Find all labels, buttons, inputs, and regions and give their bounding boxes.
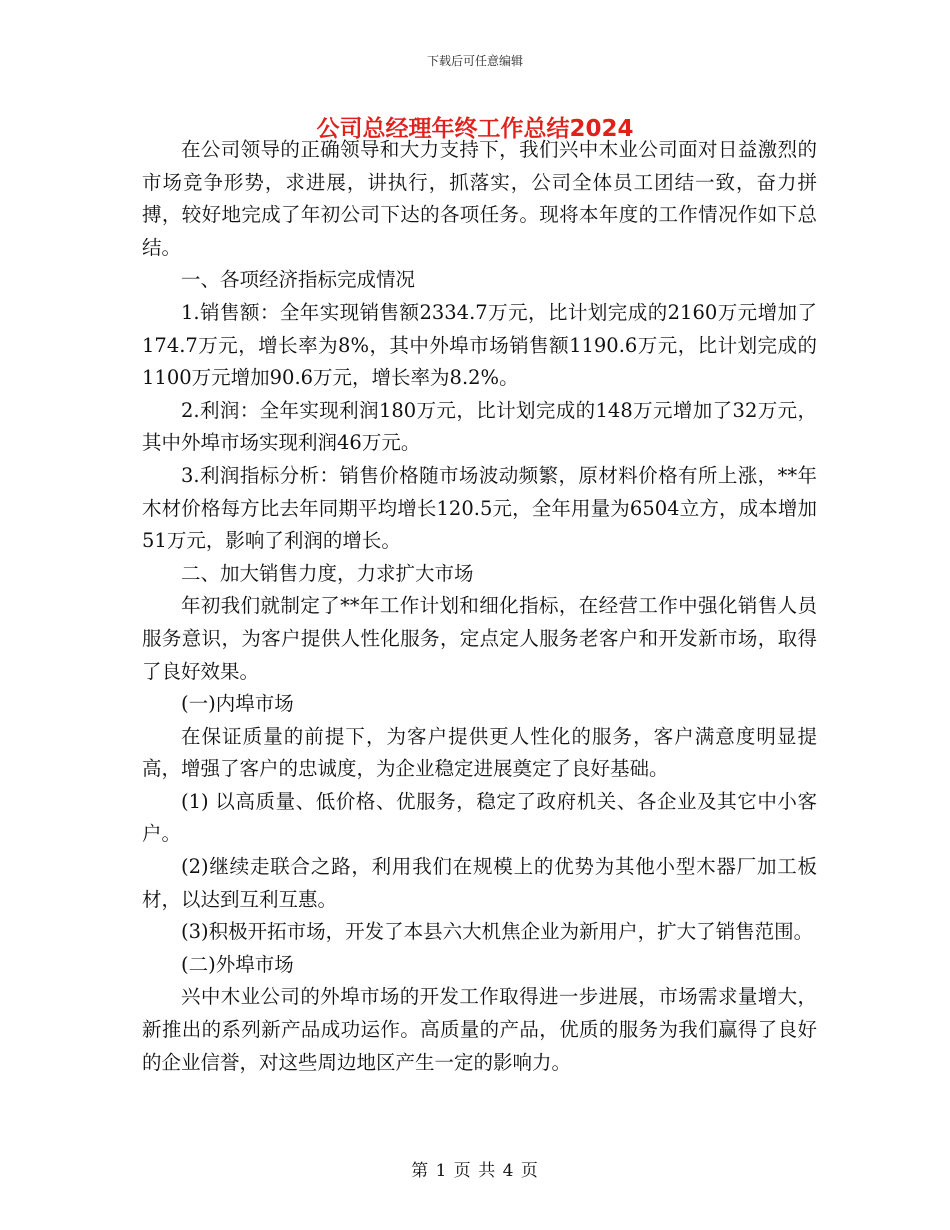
document-title: 公司总经理年终工作总结2024: [316, 116, 634, 142]
local-market-item-1: (1) 以高质量、低价格、优服务，稳定了政府机关、各企业及其它中小客户。: [142, 789, 817, 846]
subheading-local-market: (一)内埠市场: [181, 692, 294, 716]
profit-analysis-paragraph: 3.利润指标分析：销售价格随市场波动频繁，原材料价格有所上涨，**年木材价格每方比去年同期平均增长120.5元，全年用量为6504立方，成本增加51万元，影响了利润的增长。: [142, 463, 817, 553]
sales-paragraph: 1.销售额：全年实现销售额2334.7万元，比计划完成的2160万元增加了174.7万元，增长率为8%，其中外埠市场销售额1190.6万元，比计划完成的1100万元增加90.6万元，增长率为8.2%。: [142, 300, 817, 390]
local-market-paragraph: 在保证质量的前提下，为客户提供更人性化的服务，客户满意度明显提高，增强了客户的忠诚度，为企业稳定进展奠定了良好基础。: [142, 724, 817, 781]
local-market-item-2: (2)继续走联合之路，利用我们在规模上的优势为其他小型木器厂加工板材，以达到互利互惠。: [142, 855, 817, 911]
profit-paragraph: 2.利润：全年实现利润180万元，比计划完成的148万元增加了32万元，其中外埠市场实现利润46万元。: [142, 398, 817, 455]
document-body: [142, 134, 817, 1079]
section-heading-economic-indicators: 一、各项经济指标完成情况: [181, 268, 416, 292]
page-header-note: 下载后可任意编辑: [426, 54, 523, 68]
subheading-external-market: (二)外埠市场: [181, 952, 294, 976]
external-market-paragraph: 兴中木业公司的外埠市场的开发工作取得进一步进展，市场需求量增大，新推出的系列新产品成功运作。高质量的产品，优质的服务为我们赢得了良好的企业信誉，对这些周边地区产生一定的影响力。: [142, 985, 817, 1074]
sales-plan-paragraph: 年初我们就制定了**年工作计划和细化指标，在经营工作中强化销售人员服务意识，为客户提供人性化服务，定点定人服务老客户和开发新市场，取得了良好效果。: [142, 594, 817, 683]
section-heading-sales-effort: 二、加大销售力度，力求扩大市场: [181, 561, 474, 585]
local-market-item-3: (3)积极开拓市场，开发了本县六大机焦企业为新用户，扩大了销售范围。: [181, 920, 814, 944]
intro-paragraph: 在公司领导的正确领导和大力支持下，我们兴中木业公司面对日益激烈的市场竞争形势，求进展，讲执行，抓落实，公司全体员工团结一致，奋力拼搏，较好地完成了年初公司下达的各项任务。现将本年度的工作情况作如下总结。: [142, 138, 817, 259]
page-number-footer: 第 1 页 共 4 页: [411, 1161, 539, 1181]
